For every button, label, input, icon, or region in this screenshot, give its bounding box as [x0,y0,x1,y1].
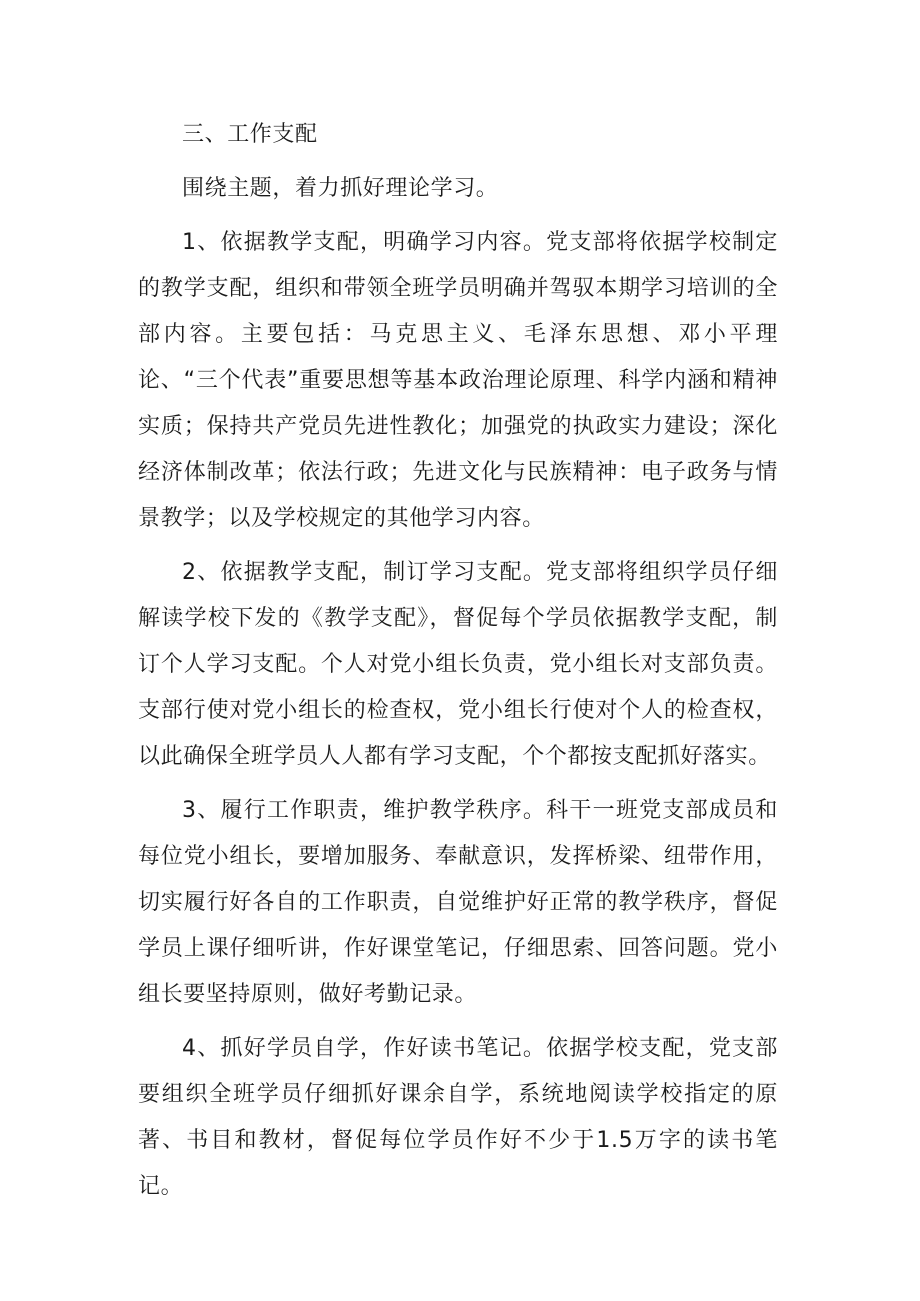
paragraph-4: 4、抓好学员自学，作好读书笔记。依据学校支配，党支部要组织全班学员仔细抓好课余自学，系统地阅读学校指定的原著、书目和教材，督促每位学员作好不少于1.5万字的读书笔记。 [138,1036,778,1199]
document-body [138,112,778,1210]
section-heading: 三、工作支配 [182,122,318,147]
paragraph-1: 1、依据教学支配，明确学习内容。党支部将依据学校制定的教学支配，组织和带领全班学员明确并驾驭本期学习培训的全部内容。主要包括：马克思主义、毛泽东思想、邓小平理论、“三个代表”重要思想等基本政治理论原理、科学内涵和精神实质；保持共产党员先进性教化；加强党的执政实力建设；深化经济体制改革；依法行政；先进文化与民族精神：电子政务与情景教学；以及学校规定的其他学习内容。 [138,230,778,531]
intro-paragraph: 围绕主题，着力抓好理论学习。 [182,176,499,201]
paragraph-2: 2、依据教学支配，制订学习支配。党支部将组织学员仔细解读学校下发的《教学支配》，督促每个学员依据教学支配，制订个人学习支配。个人对党小组长负责，党小组长对支部负责。支部行使对党小组长的检查权，党小组长行使对个人的检查权，以此确保全班学员人人都有学习支配，个个都按支配抓好落实。 [138,560,778,769]
paragraph-3: 3、履行工作职责，维护教学秩序。科干一班党支部成员和每位党小组长，要增加服务、奉献意识，发挥桥梁、纽带作用，切实履行好各自的工作职责，自觉维护好正常的教学秩序，督促学员上课仔细听讲，作好课堂笔记，仔细思索、回答问题。党小组长要坚持原则，做好考勤记录。 [138,798,778,1007]
